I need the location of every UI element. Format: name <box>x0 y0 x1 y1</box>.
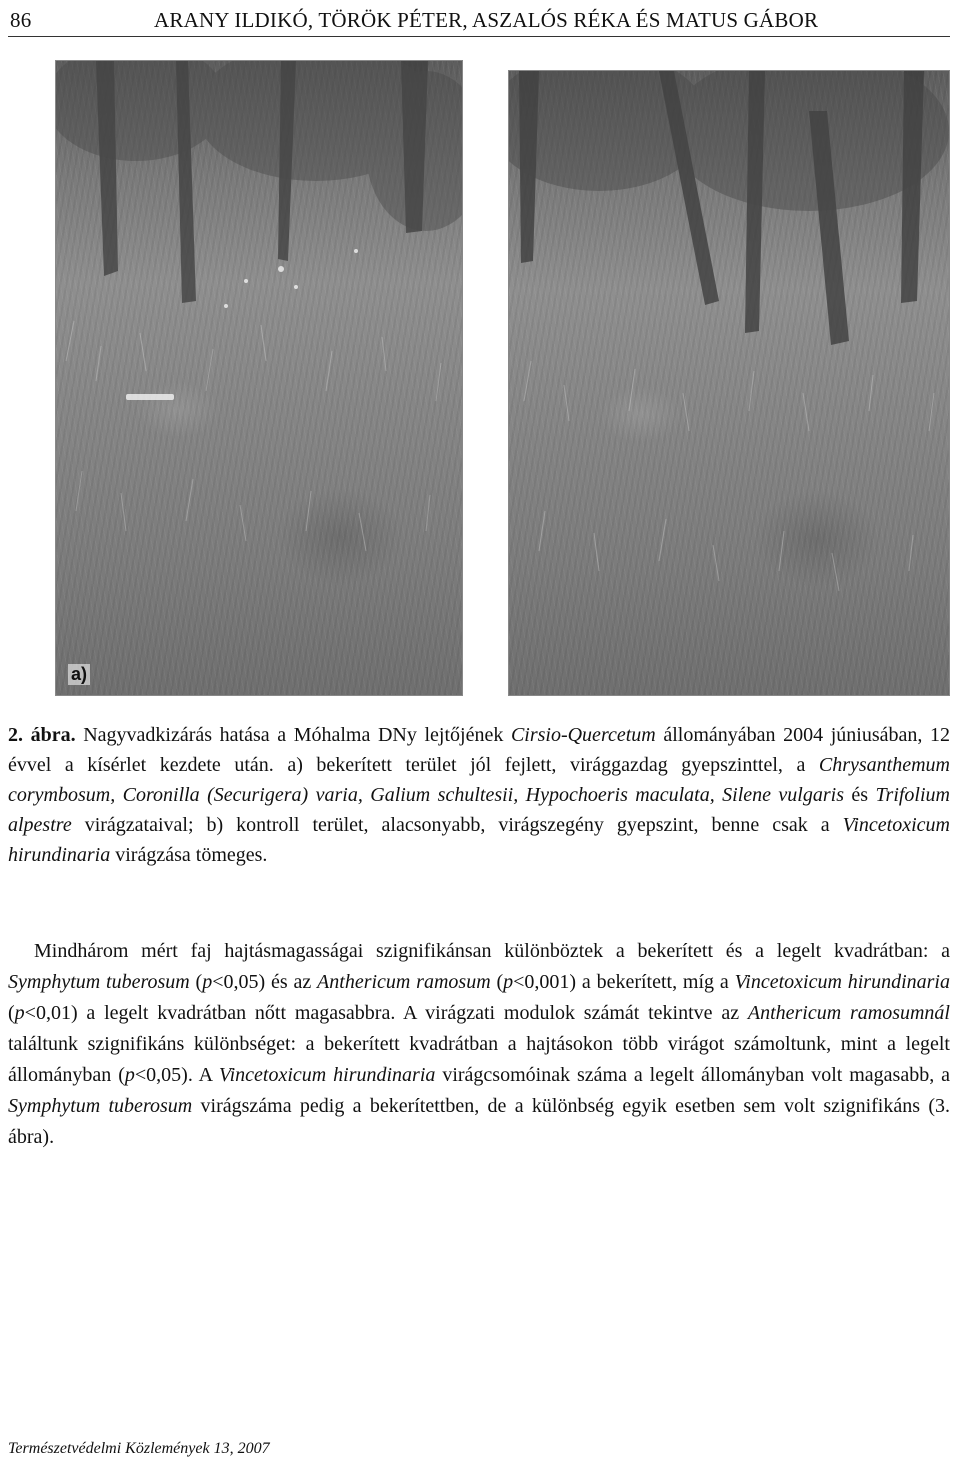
journal-footer: Természetvédelmi Közlemények 13, 2007 <box>8 1440 270 1457</box>
photo-b-sketch <box>509 71 950 696</box>
caption-taxon: Trifolium alpestre <box>8 784 950 836</box>
figure-caption <box>8 720 950 870</box>
body-text-run: Mindhárom mért faj hajtásmagasságai szignifikánsan különböztek a bekerített és a legelt kvadrátban: a <box>34 940 950 962</box>
running-header-authors: ARANY ILDIKÓ, TÖRÖK PÉTER, ASZALÓS RÉKA ÉS MATUS GÁBOR <box>154 8 819 32</box>
body-text-run: <0,05) és az <box>212 971 318 993</box>
body-taxon: Symphytum tuberosum <box>8 971 190 993</box>
panel-a-label: a) <box>68 664 90 685</box>
body-taxon: Vincetoxicum hirundinaria <box>218 1064 436 1086</box>
caption-text: virágzása tömeges. <box>110 844 268 866</box>
running-header <box>8 8 950 34</box>
p-symbol: p <box>14 1002 25 1024</box>
caption-text: Nagyvadkizárás hatása a Móhalma DNy lejtőjének <box>75 724 511 746</box>
p-symbol: p <box>124 1064 135 1086</box>
body-text-run: <0,001) a bekerített, míg a <box>513 971 735 993</box>
body-taxon: Anthericum ramosumnál <box>747 1002 950 1024</box>
caption-taxa-list: Chrysanthemum corymbosum, Coronilla (Securigera) varia, Galium schultesii, Hypochoeris maculata, Silene vulgaris <box>8 754 950 806</box>
caption-taxon: Vincetoxicum hirundinaria <box>8 814 950 866</box>
body-text-run: <0,01) a legelt kvadrátban nőtt magasabbra. A virágzati modulok számát tekintve az <box>24 1002 748 1024</box>
body-text-run: <0,05). A <box>134 1064 219 1086</box>
caption-text: állományában 2004 júniusában, 12 évvel a kísérlet kezdete után. a) bekerített terület jól fejlett, virággazdag gyepszinttel, a <box>8 724 950 776</box>
body-taxon: Anthericum ramosum <box>317 971 491 993</box>
photo-a-sketch <box>56 61 463 696</box>
body-text-run: virágszáma pedig a bekerítettben, de a különbség egyik esetben sem volt szignifikáns (3. ábra). <box>8 1095 950 1148</box>
body-text-run: ( <box>189 971 203 993</box>
body-taxon: Symphytum tuberosum <box>8 1095 193 1117</box>
body-text-run: találtunk szignifikáns különbséget: a bekerített kvadrátban a hajtásokon több virágot számoltunk, mint a legelt állományban ( <box>8 1033 950 1086</box>
body-paragraph <box>8 936 950 1153</box>
caption-text: és <box>844 784 876 806</box>
caption-label: 2. ábra. <box>8 724 76 746</box>
header-rule <box>8 36 950 37</box>
body-text-run: ( <box>8 1002 15 1024</box>
body-text-run: ( <box>490 971 504 993</box>
page-number: 86 <box>10 8 32 32</box>
caption-taxon: Cirsio-Quercetum <box>510 724 656 746</box>
p-symbol: p <box>503 971 514 993</box>
photo-fenced-area <box>55 60 463 696</box>
photo-control-area <box>508 70 950 696</box>
body-taxon: Vincetoxicum hirundinaria <box>734 971 950 993</box>
caption-text: virágzataival; b) kontroll terület, alacsonyabb, virágszegény gyepszint, benne csak a <box>71 814 843 836</box>
p-symbol: p <box>202 971 213 993</box>
body-text-run: virágcsomóinak száma a legelt állományban volt magasabb, a <box>435 1064 950 1086</box>
